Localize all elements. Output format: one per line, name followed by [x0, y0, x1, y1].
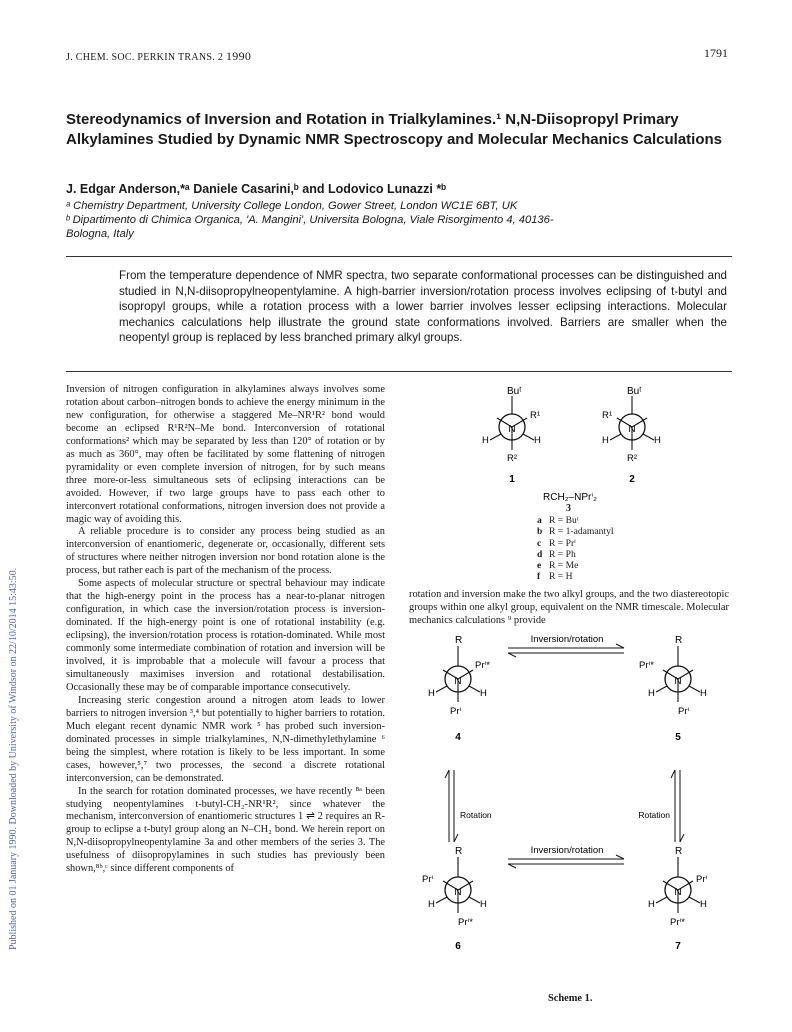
series-r: R = H — [549, 571, 573, 583]
page-number: 1791 — [704, 46, 728, 60]
paragraph-2: A reliable procedure is to consider any process being studied as an interconversion of enantiomeric, degenerate or, occasionally, different sets of structures where neither nitrogen inversion nor bond rotation alone is the process, but rather each is part of the mechanism of the process. — [66, 526, 385, 577]
series-item-d — [537, 549, 614, 560]
n-atom-2: N — [628, 424, 636, 435]
paragraph-1: Inversion of nitrogen configuration in alkylamines always involves some rotation about carbon–nitrogen bonds to achieve the energy minimum in the new configuration, for otherwise a staggered Me–NR¹R² bond would become an eclipsed R¹R²N–Me bond. Interconversion of rotational conformations² which may be separated by less than 120° of rotation or by as much as 360°, may often be facilitated by some flattening of nitrogen pyramidality or even complete inversion of nitrogen, for by such means three more-or-less simultaneous sets of eclipsing interactions can be avoided. However, if two large groups have to pass each other to interconvert rotational conformations, nitrogen inversion does not provide a magic way of avoiding this. — [66, 384, 385, 525]
s5-br-label: H — [700, 688, 707, 699]
rotation-arrow-right — [638, 770, 684, 842]
s2-br-label: H — [654, 435, 661, 446]
n-atom-6: N — [454, 887, 462, 898]
newman-projection-6 — [422, 846, 487, 952]
n-atom-5: N — [674, 676, 682, 687]
paragraph-5: In the search for rotation dominated processes, we have recently ⁸ᵃ been studying neopentylamines t-butyl-CH₂-NR¹R², since whatever the mechanism, interconversion of enantiomeric structures 1 ⇌ 2 requires an R-group to eclipse a t-butyl group along an N–CH₂ bond. We herein report on N,N-diisopropylneopentylamine 3a and other members of the series 3. The usefulness of diisopropylamines in such studies has previously been shown,⁸ᵇ,ᶜ since different components of — [66, 785, 385, 875]
s5-bl-label: H — [648, 688, 655, 699]
s4-br-label: H — [480, 688, 487, 699]
s1-bottom-label: R² — [507, 453, 518, 464]
s7-right-label: Prⁱ — [696, 874, 708, 885]
series-letter: d — [537, 548, 543, 560]
s1-right-label: R¹ — [530, 410, 541, 421]
series-list — [537, 515, 614, 583]
series-item-f — [537, 571, 614, 582]
s7-bl-label: H — [648, 899, 655, 910]
n-atom-1: N — [508, 424, 516, 435]
scheme-1 — [412, 630, 732, 990]
series-r: R = Buᵗ — [549, 515, 579, 526]
series-item-a — [537, 515, 614, 526]
paragraph-3: Some aspects of molecular structure or spectral behaviour may indicate that the high-energy point in the process has a near-to-planar nitrogen configuration, in which case the inversion/rotation process is inversion-dominated. If the high-energy point is one of rotational instability (e.g. eclipsing), the inversion/rotation process is rotation-dominated. While most commonly some intermediate combination of rotation and inversion will be involved, it is improbable that a molecule will favour a process that simultaneously maximises inversion and rotational destabilisation. Occasionally these may be of comparable importance consecutively. — [66, 578, 385, 693]
series-letter: c — [537, 537, 542, 549]
s1-bl-label: H — [482, 435, 489, 446]
download-note-text: Published on 01 January 1990. Downloaded by University of Windsor on 22/10/2014 15:43:50. — [8, 567, 19, 950]
series-r: R = Prⁱ — [549, 537, 576, 549]
s2-left-label: R¹ — [602, 410, 613, 421]
rotation-arrow-left — [445, 770, 492, 842]
s4-bottom-label: Prⁱ — [450, 706, 462, 717]
series-letter: a — [537, 515, 542, 526]
divider-top — [66, 256, 732, 257]
compound-number-4: 4 — [455, 732, 461, 743]
compound-number-5: 5 — [675, 732, 681, 743]
s2-bl-label: H — [602, 435, 609, 446]
s4-bl-label: H — [428, 688, 435, 699]
compound-number-2: 2 — [629, 474, 635, 485]
formula-number-3: 3 — [566, 503, 571, 514]
author-list: J. Edgar Anderson,*ᵃ Daniele Casarini,ᵇ and Lodovico Lunazzi *ᵇ — [66, 182, 447, 196]
newman-projection-7 — [648, 846, 708, 952]
equilibrium-arrow-top — [508, 634, 624, 657]
journal-year: 1990 — [225, 49, 252, 63]
series-r: R = Me — [549, 560, 579, 572]
scheme-caption: Scheme 1. — [548, 993, 593, 1004]
structures-1-2 — [470, 382, 670, 512]
arrow-label-right: Rotation — [638, 810, 670, 820]
s1-top-label: Buᵗ — [507, 386, 522, 397]
affiliation-a: ᵃ Chemistry Department, University College London, Gower Street, London WC1E 6BT, UK — [66, 200, 518, 212]
equilibrium-arrow-bottom — [508, 845, 624, 868]
series-r: R = Ph — [549, 548, 576, 560]
newman-projection-2 — [602, 386, 661, 485]
arrow-label-bottom: Inversion/rotation — [530, 845, 604, 856]
general-formula: RCH₂–NPrⁱ₂ — [543, 492, 597, 503]
series-item-c — [537, 538, 614, 549]
s6-top-label: R — [455, 846, 463, 857]
s4-top-label: R — [455, 635, 463, 646]
series-letter: b — [537, 526, 543, 538]
journal-header — [66, 49, 251, 64]
series-r: R = 1-adamantyl — [549, 526, 614, 538]
s4-right-label: Prⁱ* — [475, 660, 490, 671]
series-item-b — [537, 526, 614, 537]
newman-projection-4 — [428, 635, 490, 743]
affiliations — [66, 199, 706, 241]
arrow-label-top: Inversion/rotation — [530, 634, 604, 645]
s2-bottom-label: R² — [627, 453, 638, 464]
compound-number-1: 1 — [509, 474, 515, 485]
n-atom-4: N — [454, 676, 462, 687]
newman-projection-5 — [639, 635, 707, 743]
affiliation-b: ᵇ Dipartimento di Chimica Organica, 'A. Mangini', Universita Bologna, Viale Risorgimento 4, 40136- — [66, 214, 554, 226]
n-atom-7: N — [674, 887, 682, 898]
s6-bl-label: H — [428, 899, 435, 910]
abstract: From the temperature dependence of NMR spectra, two separate conformational processes can be distinguished and studied in N,N-diisopropylneopentylamine. A high-barrier inversion/rotation process involves eclipsing of t-butyl and isopropyl groups, while a rotation process with a lower barrier involves lesser eclipsing interactions. Molecular mechanics calculations help illustrate the ground state conformations involved. Barriers are smaller when the neopentyl group is replaced by less branched primary alkyl groups. — [119, 269, 727, 344]
s7-br-label: H — [700, 899, 707, 910]
s5-left-label: Prⁱ* — [639, 660, 654, 671]
s1-br-label: H — [534, 435, 541, 446]
paragraph-4: Increasing steric congestion around a nitrogen atom leads to lower barriers to nitrogen inversion ³,⁴ but potentially to higher barriers to rotation. Much elegant recent dynamic NMR work ⁵ has probed such inversion-dominated processes in simple trialkylamines, N,N-dimethylethylamine ⁶ being the simplest, where rotation is likely to be less important. In some cases, however,⁵,⁷ two processes, the second a discrete rotational interconversion, can be demonstrated. — [66, 694, 385, 784]
series-letter: e — [537, 560, 542, 572]
affiliation-b-city: Bologna, Italy — [66, 228, 134, 240]
s2-top-label: Buᵗ — [627, 386, 642, 397]
s6-left-label: Prⁱ — [422, 874, 434, 885]
series-letter: f — [537, 571, 541, 583]
divider-bottom — [66, 371, 732, 372]
series-item-e — [537, 560, 614, 571]
s7-top-label: R — [675, 846, 683, 857]
compound-number-6: 6 — [455, 941, 461, 952]
s6-bottom-label: Prⁱ* — [458, 917, 473, 928]
compound-number-7: 7 — [675, 941, 681, 952]
s5-top-label: R — [675, 635, 683, 646]
s7-bottom-label: Prⁱ* — [670, 917, 685, 928]
download-note — [6, 130, 22, 950]
body-right-column: rotation and inversion make the two alkyl groups, and the two diastereotopic groups within one alkyl group, equivalent on the NMR timescale. Molecular mechanics calculations ⁹ provide — [409, 589, 729, 626]
s6-br-label: H — [480, 899, 487, 910]
newman-projection-1 — [482, 386, 541, 485]
body-left-column — [66, 384, 385, 876]
s5-bottom-label: Prⁱ — [678, 706, 690, 717]
arrow-label-left: Rotation — [460, 810, 492, 820]
article-title: Stereodynamics of Inversion and Rotation in Trialkylamines.¹ N,N-Diisopropyl Primary Alkylamines Studied by Dynamic NMR Spectroscopy and Molecular Mechanics Calculations — [66, 111, 723, 148]
journal-name: J. CHEM. SOC. PERKIN TRANS. 2 — [66, 52, 224, 63]
